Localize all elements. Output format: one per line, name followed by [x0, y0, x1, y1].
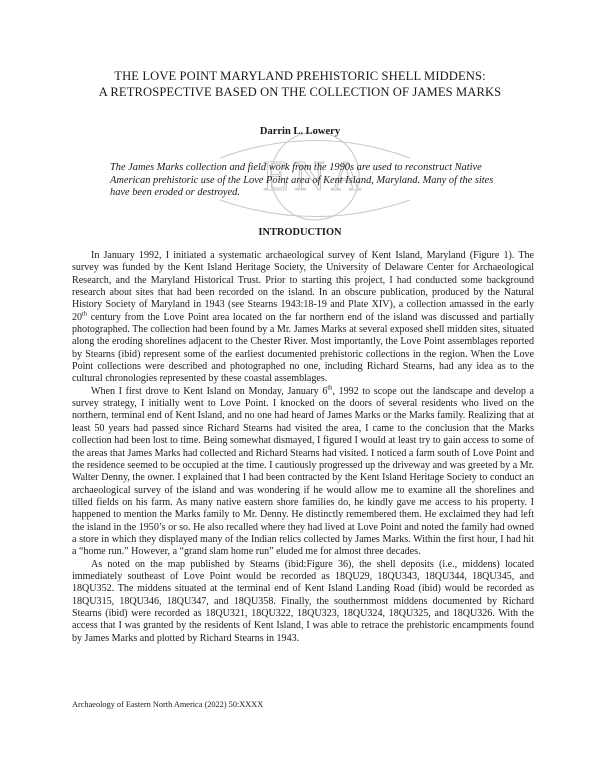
- paper-title-line-2: A RETROSPECTIVE BASED ON THE COLLECTION OF JAMES MARKS: [98, 85, 502, 99]
- abstract: The James Marks collection and field work from the 1990s are used to reconstruct Native American prehistoric use of the Love Point area of Kent Island, Maryland. Many of the sites have been eroded or destroyed.: [110, 162, 494, 198]
- watermark-arc-bottom: [220, 200, 410, 217]
- section-heading: INTRODUCTION: [258, 227, 342, 238]
- author-name: Darrin L. Lowery: [259, 126, 341, 137]
- paragraph-1: In January 1992, I initiated a systematic archaeological survey of Kent Island, Maryland (Figure 1). The survey was funded by the Kent Island Heritage Society, the University of Delaware Center for Archaeological Research, and the Maryland Historical Trust. Prior to starting this project, I had conducted some background research about sites that had been recorded on the island. In an obscure publication, produced by the Natural History Society of Maryland in 1943 (see Stearns 1943:18-19 and Plate XIV), a collection amassed in the early 20th century from the Love Point area located on the far northern end of the island was discussed and partially photographed. The collection had been found by a Mr. James Marks at several exposed shell midden sites, situated along the eroding shorelines adjacent to the Chester River. Most importantly, the Love Point assemblages reported by Stearns (ibid) represent some of the earliest documented prehistoric collections in the region. When the Love Point collections were described and photographed no one, including Richard Stearns, had any idea as to the cultural chronologies represented by these coastal assemblages.: [72, 250, 534, 385]
- watermark-arc-top: [220, 141, 410, 159]
- body-text: [72, 250, 534, 645]
- paper-title-line-1: THE LOVE POINT MARYLAND PREHISTORIC SHELL MIDDENS:: [114, 69, 486, 83]
- paragraph-2: When I first drove to Kent Island on Monday, January 6th, 1992 to scope out the landscape and develop a survey strategy, I initially went to Love Point. I knocked on the doors of several residents who lived on the northern, terminal end of Kent Island, and no one had heard of James Marks or the Marks family. Realizing that at least 50 years had passed since Richard Stearns had visited the area, I came to the conclusion that the Marks collection had been lost to time. Being somewhat dismayed, I figured I would at least try to gain access to some of the areas that James Marks had collected and Richard Stearns had visited. I noticed a farm south of Love Point and the residence seemed to be occupied at the time. I cautiously progressed up the driveway and was greeted by a Mr. Walter Denny, the owner. I explained that I had been contracted by the Kent Island Heritage Society to conduct an archaeological survey of the island and was wondering if he would allow me to examine all the shorelines and tilled fields on his farm. As many native eastern shore families do, he kindly gave me access to his property. I happened to mention the Marks family to Mr. Denny. He distinctly remembered them. He exclaimed they had left the island in the 1950’s or so. He also recalled where they had lived at Love Point and noted the family had owned a store in which they displayed many of the Indian relics collected by James Marks. Within the first hour, I had hit a “home run.” However, a “grand slam home run” eluded me for almost three decades.: [72, 384, 534, 558]
- paragraph-3: As noted on the map published by Stearns (ibid:Figure 36), the shell deposits (i.e., middens) located immediately southeast of Love Point would be recorded as 18QU29, 18QU343, 18QU344, 18QU345, and 18QU352. The middens situated at the terminal end of Kent Island Landing Road (ibid) would be recorded as 18QU315, 18QU346, 18QU347, and 18QU358. Finally, the southernmost middens documented by Richard Stearns (ibid) were recorded as 18QU321, 18QU322, 18QU323, 18QU324, 18QU325, and 18QU326. With the access that I was granted by the residents of Kent Island, I was able to retrace the prehistoric encampments found by James Marks and plotted by Richard Stearns in 1943.: [72, 558, 534, 644]
- watermark-text: ENA: [262, 154, 368, 200]
- journal-footer: Archaeology of Eastern North America (2022) 50:XXXX: [72, 700, 264, 709]
